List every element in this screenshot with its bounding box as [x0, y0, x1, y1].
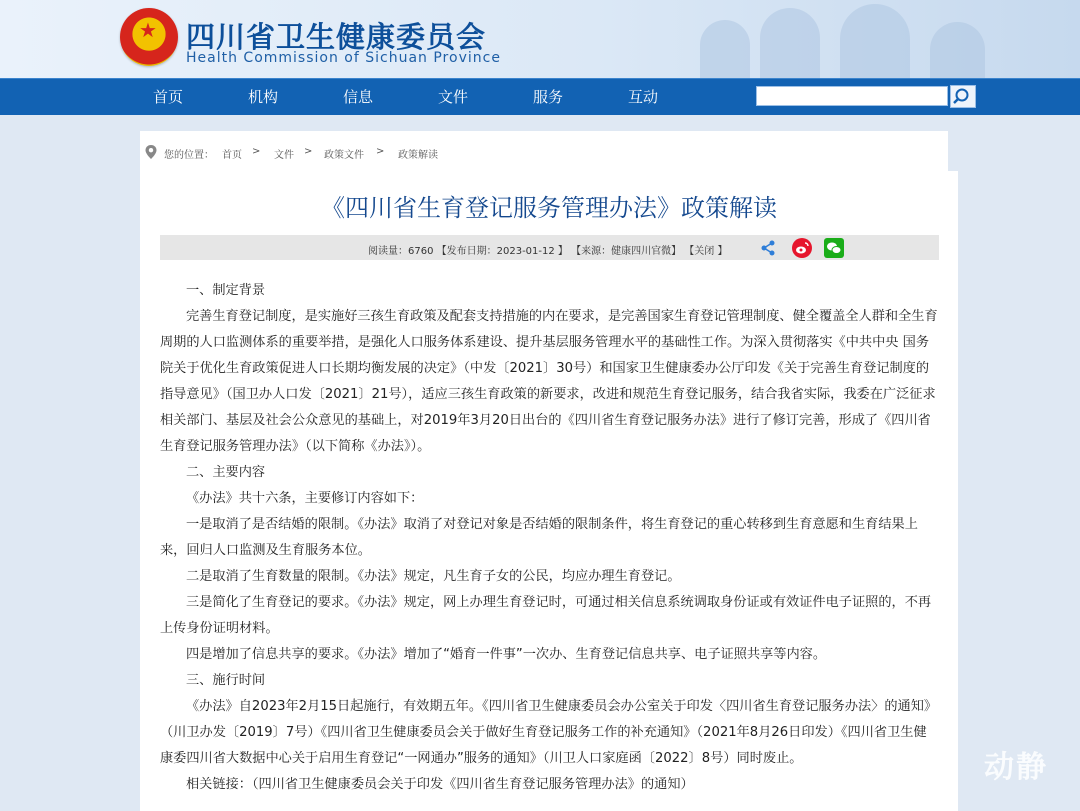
breadcrumb-separator: > [304, 146, 313, 157]
section-heading: 一、制定背景 [186, 283, 266, 298]
share-icon [758, 238, 778, 258]
body-paragraph: 四是增加了信息共享的要求。《办法》增加了“婚育一件事”一次办、生育登记信息共享、电子证照共享等内容。 [186, 647, 827, 662]
body-paragraph: 二是取消了生育数量的限制。《办法》规定，凡生育子女的公民，均应办理生育登记。 [186, 569, 681, 584]
related-link[interactable]: 相关链接：（四川省卫生健康委员会关于印发《四川省生育登记服务管理办法》的通知） [186, 777, 694, 792]
banner-decoration [930, 22, 985, 78]
article-meta: 阅读量：6760 【发布日期：2023-01-12 】 【来源：健康四川官微】 【关闭 】 [368, 246, 728, 257]
article-body [160, 278, 939, 798]
nav-item-interaction[interactable]: 互动 [627, 88, 658, 106]
section-heading: 三、施行时间 [186, 673, 266, 688]
national-emblem-logo[interactable] [120, 8, 178, 66]
search-icon [951, 86, 975, 107]
breadcrumb-separator: > [252, 146, 261, 157]
breadcrumb-separator: > [376, 146, 385, 157]
nav-item-home[interactable]: 首页 [152, 88, 183, 106]
banner-decoration [840, 4, 910, 78]
watermark: 动静 [984, 750, 1048, 785]
location-pin-icon [144, 144, 158, 160]
body-paragraph: 《办法》自2023年2月15日起施行，有效期五年。《四川省卫生健康委员会办公室关于印发〈四川省生育登记服务办法〉的通知》（川卫办发〔2019〕7号）《四川省卫生健康委员会关于做好生育登记服务工作的补充通知》（2021年8月26日印发）《四川省卫生健康委四川省大数据中心关于启用生育登记“一网通办”服务的通知》（川卫人口家庭函〔2022〕8号）同时废止。 [160, 699, 938, 766]
breadcrumb-policy-docs[interactable]: 政策文件 [324, 150, 364, 161]
weibo-icon [792, 238, 812, 258]
breadcrumb [140, 131, 948, 171]
body-paragraph: 一是取消了是否结婚的限制。《办法》取消了对登记对象是否结婚的限制条件，将生育登记的重心转移到生育意愿和生育结果上来，回归人口监测及生育服务本位。 [160, 517, 918, 558]
banner-decoration [760, 8, 820, 78]
breadcrumb-documents[interactable]: 文件 [274, 150, 294, 161]
site-title[interactable]: 四川省卫生健康委员会 [186, 20, 487, 54]
breadcrumb-prefix: 您的位置： [164, 150, 214, 161]
breadcrumb-home[interactable]: 首页 [222, 150, 242, 161]
nav-item-agency[interactable]: 机构 [247, 88, 278, 106]
site-subtitle: Health Commission of Sichuan Province [186, 50, 501, 66]
wechat-icon [824, 238, 844, 258]
section-heading: 二、主要内容 [186, 465, 266, 480]
body-paragraph: 三是简化了生育登记的要求。《办法》规定，网上办理生育登记时，可通过相关信息系统调取身份证或有效证件电子证照的，不再上传身份证明材料。 [160, 595, 932, 636]
wechat-share-button[interactable] [824, 238, 844, 258]
nav-item-documents[interactable]: 文件 [437, 88, 468, 106]
banner-decoration [700, 20, 750, 78]
article-meta-bar [160, 235, 939, 260]
nav-item-info[interactable]: 信息 [342, 88, 373, 106]
main-nav [0, 78, 1080, 115]
body-paragraph: 《办法》共十六条，主要修订内容如下： [186, 491, 424, 506]
body-paragraph: 完善生育登记制度，是实施好三孩生育政策及配套支持措施的内在要求，是完善国家生育登记管理制度、健全覆盖全人群和全生育周期的人口监测体系的重要举措，是强化人口服务体系建设、提升基层服务管理水平的基础性工作。为深入贯彻落实《中共中央 国务院关于优化生育政策促进人口长期均衡发展的决定》（中发〔2021〕30号）和国家卫生健康委办公厅印发《关于完善生育登记制度的指导意见》（国卫办人口发〔2021〕21号），适应三孩生育政策的新要求，改进和规范生育登记服务，结合我省实际，我委在广泛征求相关部门、基层及社会公众意见的基础上，对2019年3月20日出台的《四川省生育登记服务办法》进行了修订完善，形成了《四川省生育登记服务管理办法》（以下简称《办法》）。 [160, 309, 938, 454]
nav-item-services[interactable]: 服务 [532, 88, 563, 106]
search-button[interactable] [950, 85, 976, 108]
site-banner [0, 0, 1080, 78]
article-title: 《四川省生育登记服务管理办法》政策解读 [321, 194, 777, 222]
search-input[interactable] [756, 86, 948, 106]
share-button[interactable] [758, 238, 778, 258]
weibo-share-button[interactable] [792, 238, 812, 258]
breadcrumb-policy-interpretation[interactable]: 政策解读 [398, 150, 438, 161]
